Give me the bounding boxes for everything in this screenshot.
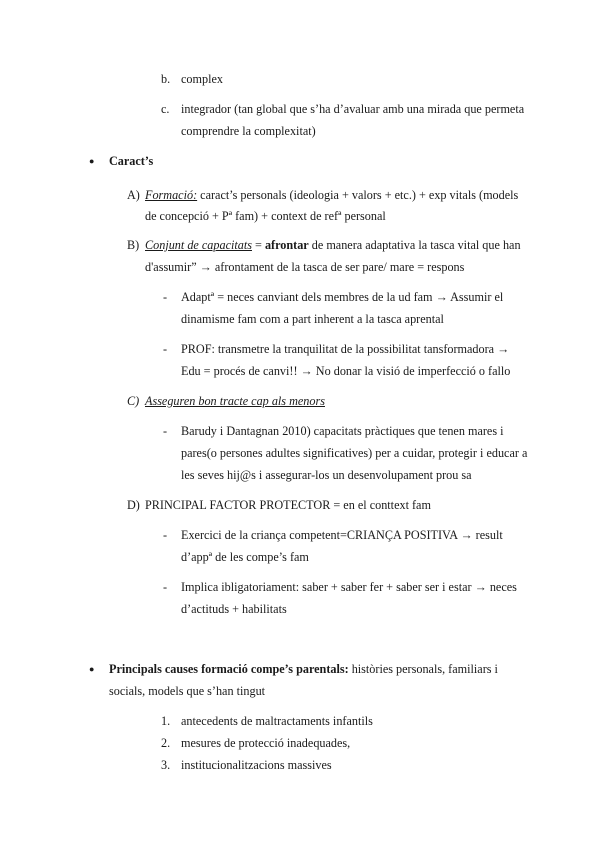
C-sub1-line3: les seves hij@s i assegurar-los un desenvolupament prou sa [181,468,472,482]
D-sub1-line1: Exercici de la criança competent=CRIANÇA POSITIVA → result [181,528,503,542]
B-term: Conjunt de capacitats [145,238,252,252]
B-eq: = [251,238,265,252]
B-sub2-dash: - [163,342,168,356]
B-line2: d'assumir” → afrontament de la tasca de ser pare/ mare = respons [145,260,465,274]
item-c-line2: comprendre la complexitat) [181,124,316,138]
marker-D: D) [127,498,140,512]
B-line1 [145,234,521,256]
A-line1-rest: caract’s personals (ideologia + valors + etc.) + exp vitals (models [200,188,519,202]
caracts-heading: Caract’s [109,154,154,168]
causes-marker-3: 3. [161,758,171,772]
A-line2: de concepció + Pª fam) + context de refª personal [145,209,386,223]
list-marker-c: c. [161,102,170,116]
B-sub1-line2: dinamisme fam com a part inherent a la tasca aprental [181,312,444,326]
B-sub1-dash: - [163,290,168,304]
marker-A: A) [127,188,140,202]
causes-line2: socials, models que s’han tingut [109,684,266,698]
marker-C: C) [127,394,140,408]
bullet-causes: ● [89,664,95,674]
causes-heading: Principals causes formació compe’s parentals: [109,662,349,676]
D-text: PRINCIPAL FACTOR PROTECTOR = en el conttext fam [145,498,431,512]
list-marker-b: b. [161,72,171,86]
A-line1 [145,184,518,206]
causes-line1-rest: històries personals, familiars i [348,662,498,676]
C-text: Asseguren bon tracte cap als menors [145,394,325,408]
D-sub1-dash: - [163,528,168,542]
item-c-line1: integrador (tan global que s’ha d’avaluar amb una mirada que permeta [181,102,525,116]
item-b-text: complex [181,72,223,86]
bullet-caracts: ● [89,156,95,166]
D-sub2-line1: Implica ibligatoriament: saber + saber fer + saber ser i estar → neces [181,580,517,594]
D-sub1-line2: d’appª de les compe’s fam [181,550,309,564]
D-sub2-dash: - [163,580,168,594]
C-sub1-dash: - [163,424,168,438]
C-sub1-line1: Barudy i Dantagnan 2010) capacitats pràctiques que tenen mares i [181,424,504,438]
B-sub2-line1: PROF: transmetre la tranquilitat de la possibilitat tansformadora → [181,342,510,356]
causes-item-2: mesures de protecció inadequades, [181,736,351,750]
causes-line1 [109,658,498,680]
B-sub2-line2: Edu = procés de canvi!! → No donar la visió de imperfecció o fallo [181,364,511,378]
C-sub1-line2: pares(o persones adultes significatives) per a cuidar, protegir i educar a [181,446,528,460]
causes-marker-2: 2. [161,736,171,750]
B-bold: afrontar [264,238,309,252]
marker-B: B) [127,238,140,252]
B-sub1-line1: Adaptª = neces canviant dels membres de la ud fam → Assumir el [181,290,504,304]
causes-item-3: institucionalitzacions massives [181,758,332,772]
D-sub2-line2: d’actituds + habilitats [181,602,287,616]
causes-item-1: antecedents de maltractaments infantils [181,714,373,728]
B-line1-rest: de manera adaptativa la tasca vital que han [308,238,521,252]
causes-marker-1: 1. [161,714,171,728]
A-term: Formació: [145,188,198,202]
